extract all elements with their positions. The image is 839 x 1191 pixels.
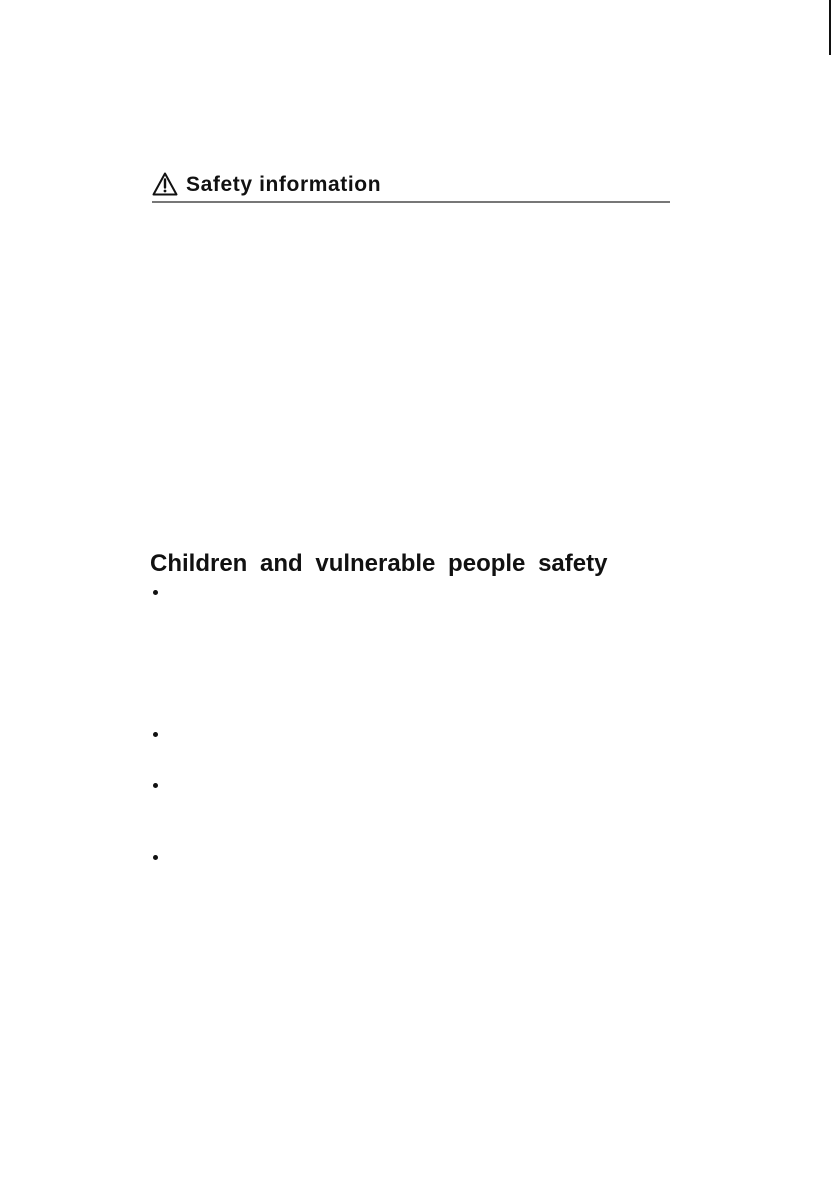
page-edge-mark xyxy=(829,0,831,55)
section-header xyxy=(152,170,670,204)
bullet-marker xyxy=(151,731,159,739)
warning-triangle-icon xyxy=(152,172,178,196)
bullet-marker xyxy=(151,854,159,862)
bullet-marker xyxy=(151,589,159,597)
section-heading: Children and vulnerable people safety xyxy=(150,550,608,577)
header-divider xyxy=(152,201,670,203)
page-title: Safety information xyxy=(186,173,382,196)
bullet-marker xyxy=(151,782,159,790)
